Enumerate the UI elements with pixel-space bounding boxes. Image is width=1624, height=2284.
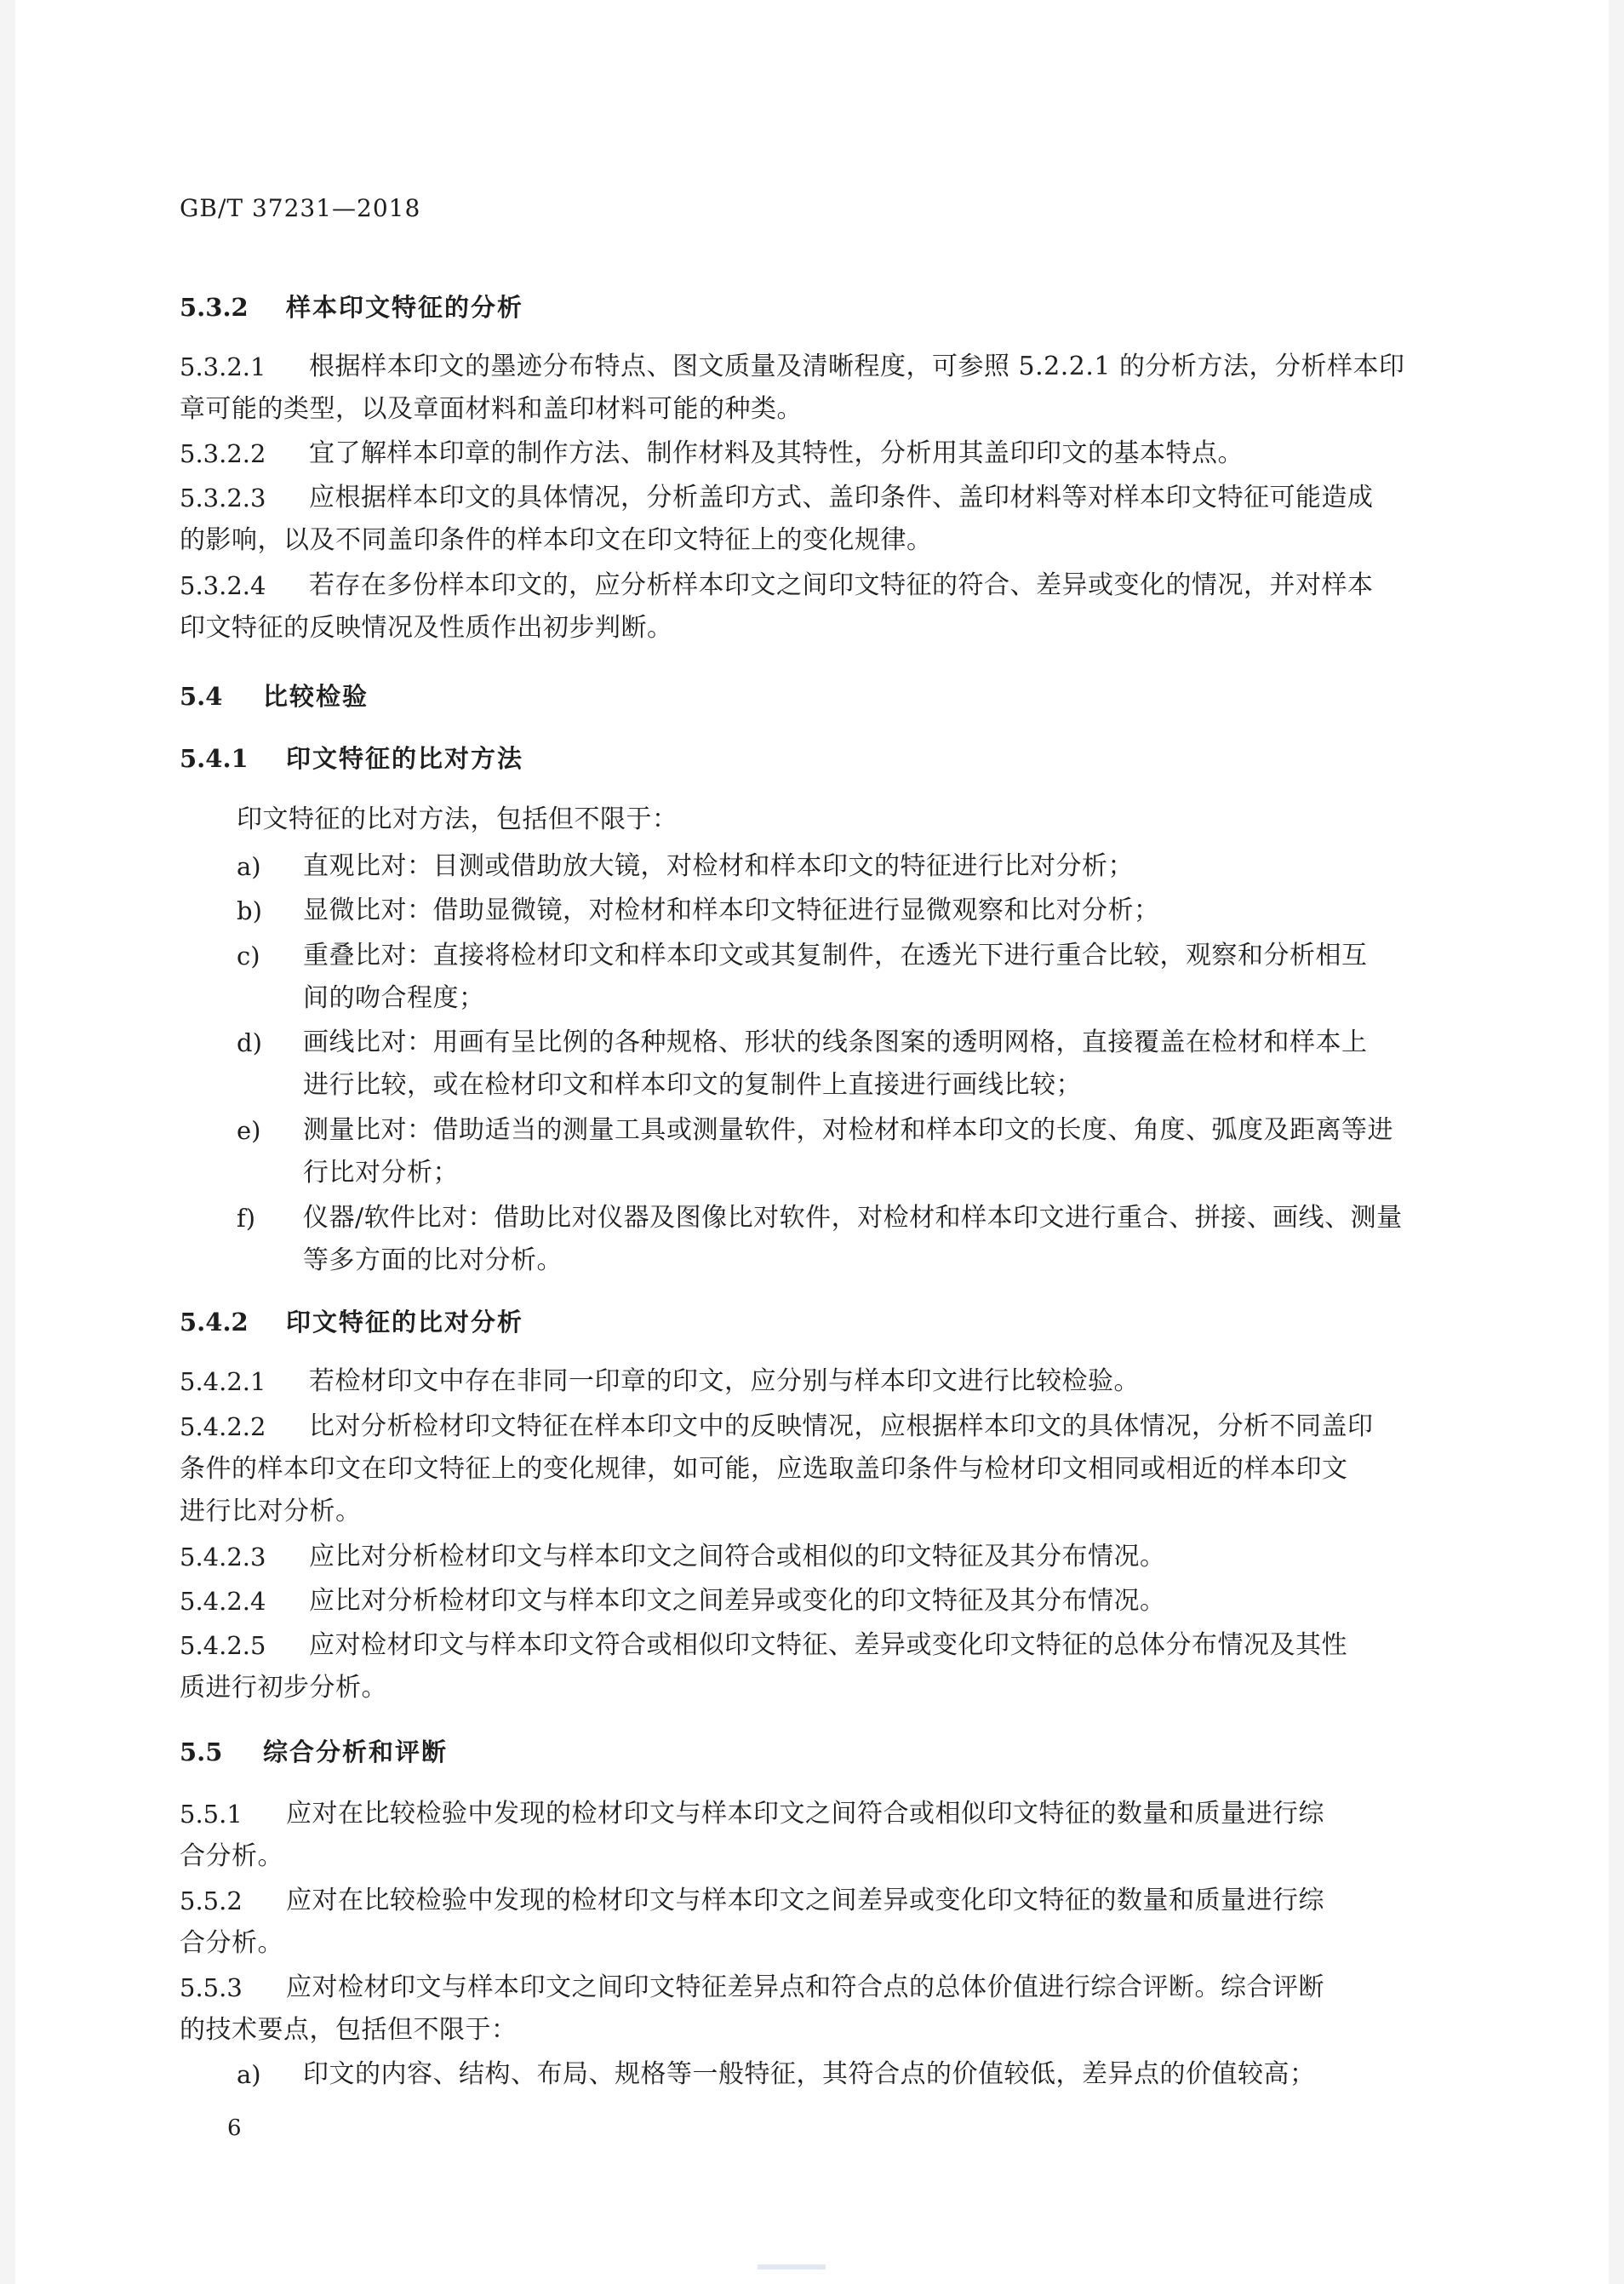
clause-line: 的技术要点，包括但不限于：	[180, 2015, 518, 2045]
list-item-line: 测量比对：借助适当的测量工具或测量软件，对检材和样本印文的长度、角度、弧度及距离等进	[303, 1115, 1393, 1145]
list-label: a)	[237, 852, 261, 881]
list-label: f)	[237, 1204, 256, 1233]
document-page	[15, 0, 1609, 2284]
section-number: 5.4.2	[180, 1308, 249, 1337]
clause-number: 5.3.2.4	[180, 571, 266, 600]
clause-number: 5.4.2.3	[180, 1543, 266, 1571]
clause-number: 5.5.2	[180, 1886, 243, 1915]
clause-line: 若检材印文中存在非同一印章的印文，应分别与样本印文进行比较检验。	[309, 1366, 1140, 1396]
section-title: 综合分析和评断	[263, 1737, 449, 1766]
clause-line: 条件的样本印文在印文特征上的变化规律，如可能，应选取盖印条件与检材印文相同或相近的样本印文	[180, 1454, 1348, 1484]
clause-line: 宜了解样本印章的制作方法、制作材料及其特性，分析用其盖印印文的基本特点。	[309, 438, 1244, 468]
clause-number: 5.5.1	[180, 1800, 243, 1829]
list-item-line: 间的吻合程度；	[303, 983, 485, 1013]
methods-intro: 印文特征的比对方法，包括但不限于：	[237, 804, 678, 834]
list-label: c)	[237, 942, 260, 970]
clause-line: 章可能的类型，以及章面材料和盖印材料可能的种类。	[180, 394, 803, 424]
section-number: 5.3.2	[180, 293, 249, 322]
clause-number: 5.4.2.4	[180, 1587, 266, 1616]
list-label: d)	[237, 1028, 262, 1057]
list-label: a)	[237, 2060, 261, 2089]
clause-number: 5.3.2.1	[180, 352, 266, 381]
clause-line: 应根据样本印文的具体情况，分析盖印方式、盖印条件、盖印材料等对样本印文特征可能造成	[309, 483, 1374, 512]
list-item-line: 行比对分析；	[303, 1158, 459, 1188]
list-item-line: 重叠比对：直接将检材印文和样本印文或其复制件，在透光下进行重合比较，观察和分析相互	[303, 941, 1368, 970]
clause-line: 应比对分析检材印文与样本印文之间差异或变化的印文特征及其分布情况。	[309, 1586, 1166, 1616]
clause-number: 5.4.2.2	[180, 1412, 266, 1441]
clause-number: 5.4.2.5	[180, 1631, 266, 1660]
clause-number: 5.3.2.3	[180, 484, 266, 512]
section-number: 5.4	[180, 682, 223, 711]
clause-line: 应对在比较检验中发现的检材印文与样本印文之间差异或变化印文特征的数量和质量进行综	[286, 1886, 1324, 1915]
clause-line: 合分析。	[180, 1928, 283, 1958]
section-title: 比较检验	[263, 682, 369, 711]
standard-number: GB/T 37231—2018	[180, 194, 421, 222]
clause-line: 根据样本印文的墨迹分布特点、图文质量及清晰程度，可参照 5.2.2.1 的分析方法，分析样本印	[309, 352, 1405, 381]
section-number: 5.5	[180, 1737, 223, 1766]
clause-number: 5.4.2.1	[180, 1367, 266, 1396]
scan-artifact	[758, 2264, 826, 2270]
clause-line: 合分析。	[180, 1841, 283, 1871]
list-label: e)	[237, 1116, 261, 1145]
clause-line: 进行比对分析。	[180, 1497, 362, 1526]
clause-line: 应对检材印文与样本印文符合或相似印文特征、差异或变化印文特征的总体分布情况及其性	[309, 1630, 1347, 1660]
section-title: 样本印文特征的分析	[286, 293, 524, 322]
clause-line: 的影响，以及不同盖印条件的样本印文在印文特征上的变化规律。	[180, 525, 933, 555]
clause-number: 5.5.3	[180, 1973, 243, 2002]
clause-line: 质进行初步分析。	[180, 1673, 387, 1703]
clause-line: 比对分析检材印文特征在样本印文中的反映情况，应根据样本印文的具体情况，分析不同盖印	[309, 1411, 1374, 1441]
list-item-line: 等多方面的比对分析。	[303, 1245, 563, 1275]
clause-line: 若存在多份样本印文的，应分析样本印文之间印文特征的符合、差异或变化的情况，并对样本	[309, 570, 1374, 600]
section-title: 印文特征的比对方法	[286, 744, 524, 773]
section-title: 印文特征的比对分析	[286, 1308, 524, 1337]
clause-number: 5.3.2.2	[180, 439, 266, 468]
list-item-line: 直观比对：目测或借助放大镜，对检材和样本印文的特征进行比对分析；	[303, 851, 1134, 881]
clause-line: 印文特征的反映情况及性质作出初步判断。	[180, 613, 673, 643]
clause-line: 应对检材印文与样本印文之间印文特征差异点和符合点的总体价值进行综合评断。综合评断	[286, 1972, 1324, 2002]
list-item-line: 进行比较，或在检材印文和样本印文的复制件上直接进行画线比较；	[303, 1070, 1082, 1100]
list-item-line: 印文的内容、结构、布局、规格等一般特征，其符合点的价值较低，差异点的价值较高；	[303, 2059, 1316, 2089]
clause-line: 应对在比较检验中发现的检材印文与样本印文之间符合或相似印文特征的数量和质量进行综	[286, 1799, 1324, 1829]
list-item-line: 画线比对：用画有呈比例的各种规格、形状的线条图案的透明网格，直接覆盖在检材和样本上	[303, 1028, 1368, 1057]
list-item-line: 仪器/软件比对：借助比对仪器及图像比对软件，对检材和样本印文进行重合、拼接、画线、测量	[303, 1203, 1403, 1233]
section-number: 5.4.1	[180, 744, 249, 773]
page-number: 6	[227, 2115, 242, 2141]
list-label: b)	[237, 896, 262, 925]
clause-line: 应比对分析检材印文与样本印文之间符合或相似的印文特征及其分布情况。	[309, 1542, 1166, 1571]
list-item-line: 显微比对：借助显微镜，对检材和样本印文特征进行显微观察和比对分析；	[303, 896, 1160, 925]
